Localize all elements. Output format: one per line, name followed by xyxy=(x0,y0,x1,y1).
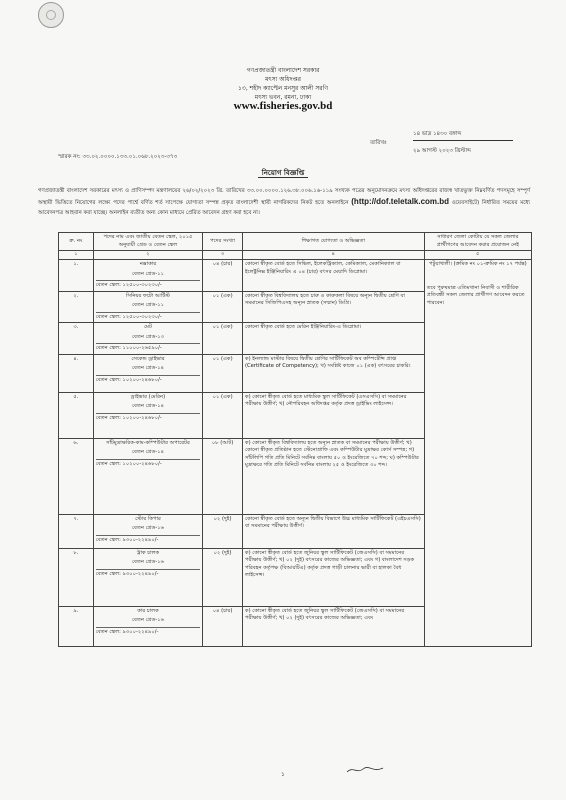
qualification-cell: কোনো স্বীকৃত বোর্ড হতে সিভিল, ইলেকট্রিক্যাল, কেমিক্যাল, মেকানিক্যাল বা ইলেক্ট্রনিক্স ইঞ্জিনিয়ারিং এ ০৪ (চার) বৎসর মেয়াদি ডিপ্লোমা। xyxy=(242,260,424,292)
page-number: ১ xyxy=(281,771,285,778)
quota-cell xyxy=(424,260,531,647)
date-bangla: ১৪ ভাদ্র ১৪৩০ বঙ্গাব্দ xyxy=(413,131,462,137)
table-row xyxy=(59,260,532,292)
count-cell: ০৮ (আট) xyxy=(203,438,243,514)
date-gregorian: ২৯ আগস্ট ২০২৩ খ্রিস্টাব্দ xyxy=(413,148,471,154)
column-number: ৩ xyxy=(203,251,243,260)
post-cell xyxy=(93,606,202,646)
serial-cell: ৩. xyxy=(59,323,94,355)
post-scale: বেতন স্কেল: ৯৩০০-২২৪৯০/- xyxy=(96,569,200,579)
post-scale: বেতন স্কেল: ১২৫০০-৩০২৩০/- xyxy=(96,280,200,290)
government-emblem-icon xyxy=(38,2,64,28)
quota-note-1: পটুয়াখালী। (ক্রমিক নং ০১-ক্রমিক নং ১৭ পর্যন্ত) xyxy=(428,261,527,267)
header-line-3: ১৩, শহীদ ক্যাপ্টেন মনসুর আলী সরণি xyxy=(238,85,328,92)
col-qualification-header: শিক্ষাগত যোগ্যতা ও অভিজ্ঞতা xyxy=(242,233,424,251)
column-number: ৪ xyxy=(242,251,424,260)
serial-cell: ১. xyxy=(59,260,94,292)
serial-cell: ৭. xyxy=(59,514,94,548)
post-scale: বেতন স্কেল: ১০২০০-২৪৬৮০/- xyxy=(96,459,200,469)
header-line-4: মৎস্য ভবন, রমনা, ঢাকা xyxy=(254,94,312,101)
col-count-header: পদের সংখ্যা xyxy=(203,233,243,251)
intro-text-2: ওয়েবসাইটে) নির্ধারিত সময়ের মধ্যে আবেদনপত্র আহবান করা যাচ্ছে। অনলাইন ব্যতীত অন্য কোন মাধ্যমে প্রেরিত আবেদন গ্রহণ করা হবে না। xyxy=(38,199,530,216)
qualification-cell: কোনো স্বীকৃত বোর্ড হতে অন্যূন দ্বিতীয় বিভাগে উচ্চ মাধ্যমিক সার্টিফিকেট (এইচএসসি) বা সমমানের পরীক্ষায় উত্তীর্ণ। xyxy=(242,514,424,548)
letterhead xyxy=(0,66,566,111)
website-link[interactable]: www.fisheries.gov.bd xyxy=(233,100,333,112)
header-line-2: মৎস্য অধিদপ্তর xyxy=(265,76,301,83)
post-grade: বেতন গ্রেড-১১ xyxy=(131,302,164,308)
col-post-header: পদের নাম এবং জাতীয় বেতন স্কেল, ২০১৫ অনুযায়ী গ্রেড ও বেতন স্কেল xyxy=(93,233,202,251)
page-title: নিয়োগ বিজ্ঞপ্তি xyxy=(0,167,566,179)
intro-text-1: গণপ্রজাতন্ত্রী বাংলাদেশ সরকারের মৎস্য ও প্রাণিসম্পদ মন্ত্রণালয়ের ২৬/০২/২০২৩ খ্রি. তারিখের ৩৩.০০.০০০০.১২৬.৩৮.০০৬.১৬-১১৯ সংখ্যক পত্রের অনুমোদনক্রমে মৎস্য অধিদপ্তরের রাজস্ব খাতভুক্ত নিম্নবর্ণিত পদসমূহে সম্পূর্ণ অস্থায়ী ভিত্তিতে নিয়োগের লক্ষ্যে পদের পার্শ্বে বর্ণিত শর্ত সাপেক্ষে যোগ্যতা সম্পন্ন প্রকৃত বাংলাদেশী স্থায়ী নাগরিকদের নিকট হতে অনলাইনে xyxy=(38,188,530,206)
date-divider xyxy=(413,140,513,141)
post-name: সাঁটমুদ্রাক্ষরিক-কাম-কম্পিউটার অপারেটর xyxy=(106,439,190,446)
intro-paragraph xyxy=(38,186,530,219)
post-name: ট্রাক চালক xyxy=(136,549,160,556)
qualification-cell: ক) কোনো স্বীকৃত বোর্ড হতে জুনিয়র স্কুল সার্টিফিকেট (জেএসসি) বা সমমানের পরীক্ষায় উত্তীর্ণ; খ) ০২ (দুই) বৎসরের কাজের অভিজ্ঞতা; এবং গ) বাংলাদেশ সড়ক পরিবহন কর্তৃপক্ষ (বিআরটিএ) কর্তৃক প্রদত্ত গাড়ী চালনার ভারী বা হালকা বৈধ লাইসেন্স। xyxy=(242,548,424,606)
serial-cell: ২. xyxy=(59,291,94,323)
count-cell: ০১ (এক) xyxy=(203,354,243,392)
header-line-1: গণপ্রজাতন্ত্রী বাংলাদেশ সরকার xyxy=(246,67,320,74)
count-cell: ০২ (দুই) xyxy=(203,514,243,548)
post-scale: বেতন স্কেল: ১২৫০০-৩০২৩০/- xyxy=(96,312,200,322)
qualification-cell: ক) কোনো স্বীকৃত বোর্ড হতে জুনিয়র স্কুল সার্টিফিকেট (জেএসসি) বা সমমানের পরীক্ষায় উত্তীর্ণ; খ) ০২ (দুই) বৎসরের কাজের অভিজ্ঞতা; এবং xyxy=(242,606,424,646)
date-label: তারিখঃ xyxy=(370,140,387,146)
post-cell xyxy=(93,438,202,514)
post-grade: বেতন গ্রেড-১৪ xyxy=(131,403,164,409)
serial-cell: ৫. xyxy=(59,392,94,438)
post-grade: বেতন গ্রেড-১৬ xyxy=(131,617,165,623)
serial-cell: ৮. xyxy=(59,548,94,606)
qualification-cell: কোনো স্বীকৃত বিশ্ববিদ্যালয় হতে চারু ও কারুকলা বিষয়ে অন্যূন দ্বিতীয় শ্রেণি বা সমমানের সিজিপিএসহ অন্যূন স্নাতক (সম্মান) ডিগ্রি। xyxy=(242,291,424,323)
post-cell xyxy=(93,514,202,548)
post-scale: বেতন স্কেল: ১০২০০-২৪৬৮০/- xyxy=(96,375,200,385)
post-name: মেট xyxy=(144,324,152,330)
post-name: নক্সাকার xyxy=(139,261,157,267)
count-cell: ০৪ (চার) xyxy=(203,606,243,646)
post-name: সিনিয়র ফটো আর্টিস্ট xyxy=(125,292,170,299)
column-number: ১ xyxy=(59,251,94,260)
post-name: সেকেন্ড ড্রাইভার xyxy=(131,355,165,362)
memo-number: স্মারক নং: ৩৩.০২.০০০০.১৩৩.০১.০৬৮.২০২৩-৩৭৩ xyxy=(58,154,178,160)
table-header-row xyxy=(59,233,532,251)
post-cell xyxy=(93,354,202,392)
post-cell xyxy=(93,260,202,292)
col-serial-header: ক্র. নং xyxy=(59,233,94,251)
serial-cell: ৯. xyxy=(59,606,94,646)
posts-table xyxy=(58,232,532,647)
count-cell: ০১ (এক) xyxy=(203,392,243,438)
post-cell xyxy=(93,291,202,323)
qualification-cell: ক) কোনো স্বীকৃত বিশ্ববিদ্যালয় হতে অন্যূন স্নাতক বা সমমানের পরীক্ষায় উত্তীর্ণ; খ) কোনো স্বীকৃত প্রতিষ্ঠান হতে স্টেনোগ্রাফি এবং কম্পিউটার মুদ্রাক্ষর কোর্স সম্পন্ন; গ) সাঁটলিপি গতি প্রতি মিনিটে সর্বনিম্ন বাংলায় ৫০ ও ইংরেজিতে ৭০ শব্দ; ঘ) কম্পিউটার মুদ্রাক্ষরে গতি প্রতি মিনিটে সর্বনিম্ন বাংলায় ২৫ ও ইংরেজিতে ৩০ শব্দ। xyxy=(242,438,424,514)
count-cell: ০১ (এক) xyxy=(203,291,243,323)
column-number: ২ xyxy=(93,251,202,260)
post-grade: বেতন গ্রেড-১৪ xyxy=(131,365,164,371)
post-grade: বেতন গ্রেড-১৬ xyxy=(131,525,165,531)
post-grade: বেতন গ্রেড-১৪ xyxy=(131,449,164,455)
post-grade: বেতন গ্রেড-১৩ xyxy=(131,333,165,340)
serial-cell: ৪. xyxy=(59,354,94,392)
post-cell xyxy=(93,392,202,438)
post-name: স্টোর কিপার xyxy=(135,515,161,522)
quota-note-2: তবে পুরুষমাত্র এতিমখানা নিবাসী ও শারীরিক প্রতিবন্ধী সকল জেলার প্রার্থীগণ আবেদন করতে পারবেন। xyxy=(426,284,525,306)
col-quota-header: সাধারণ জেলা কোটায় যে সকল জেলার প্রার্থীগণের আবেদন করার প্রয়োজন নেই xyxy=(424,233,531,251)
post-grade: বেতন গ্রেড-১৬ xyxy=(131,559,165,565)
post-cell xyxy=(93,323,202,355)
post-scale: বেতন স্কেল: ৯৩০০-২২৪৯০/- xyxy=(96,627,200,637)
count-cell: ০১ (এক) xyxy=(203,323,243,355)
qualification-cell: ক) ইনল্যান্ড মাস্টার বিষয়ে দ্বিতীয় শ্রেণির সার্টিফিকেট অব কম্পিটেন্সি প্রাপ্ত (Certificate of Competency); খ) সংশ্লিষ্ট কাজে ০১ (এক) বৎসরের চাকরি। xyxy=(242,354,424,392)
post-scale: বেতন স্কেল: ১১০০০-২৬৫৯০/- xyxy=(96,343,200,353)
count-cell: ০৪ (চার) xyxy=(203,260,243,292)
post-cell xyxy=(93,548,202,606)
post-grade: বেতন গ্রেড-১১ xyxy=(131,270,164,277)
qualification-cell: ক) কোনো স্বীকৃত বোর্ড হতে মাধ্যমিক স্কুল সার্টিফিকেট (এসএসসি) বা সমমানের পরীক্ষায় উত্তীর্ণ; খ) নৌপরিবহন অধিদপ্তর কর্তৃক প্রদত্ত ড্রাইভিং লাইসেন্স। xyxy=(242,392,424,438)
serial-cell: ৬. xyxy=(59,438,94,514)
post-scale: বেতন স্কেল: ৯৩০০-২২৪৯০/- xyxy=(96,535,200,545)
application-url[interactable]: (http://dof.teletalk.com.bd xyxy=(351,196,450,206)
count-cell: ০২ (দুই) xyxy=(203,548,243,606)
post-name: ড্রাইভার (মেরিন) xyxy=(130,393,166,400)
qualification-cell: কোনো স্বীকৃত বোর্ড হতে মেরিন ইঞ্জিনিয়ারিং-এ ডিপ্লোমা। xyxy=(242,323,424,355)
post-name: কার চালক xyxy=(137,607,159,614)
column-number-row xyxy=(59,251,532,260)
post-scale: বেতন স্কেল: ১০২০০-২৪৬৮০/- xyxy=(96,413,200,423)
column-number: ৫ xyxy=(424,251,531,260)
